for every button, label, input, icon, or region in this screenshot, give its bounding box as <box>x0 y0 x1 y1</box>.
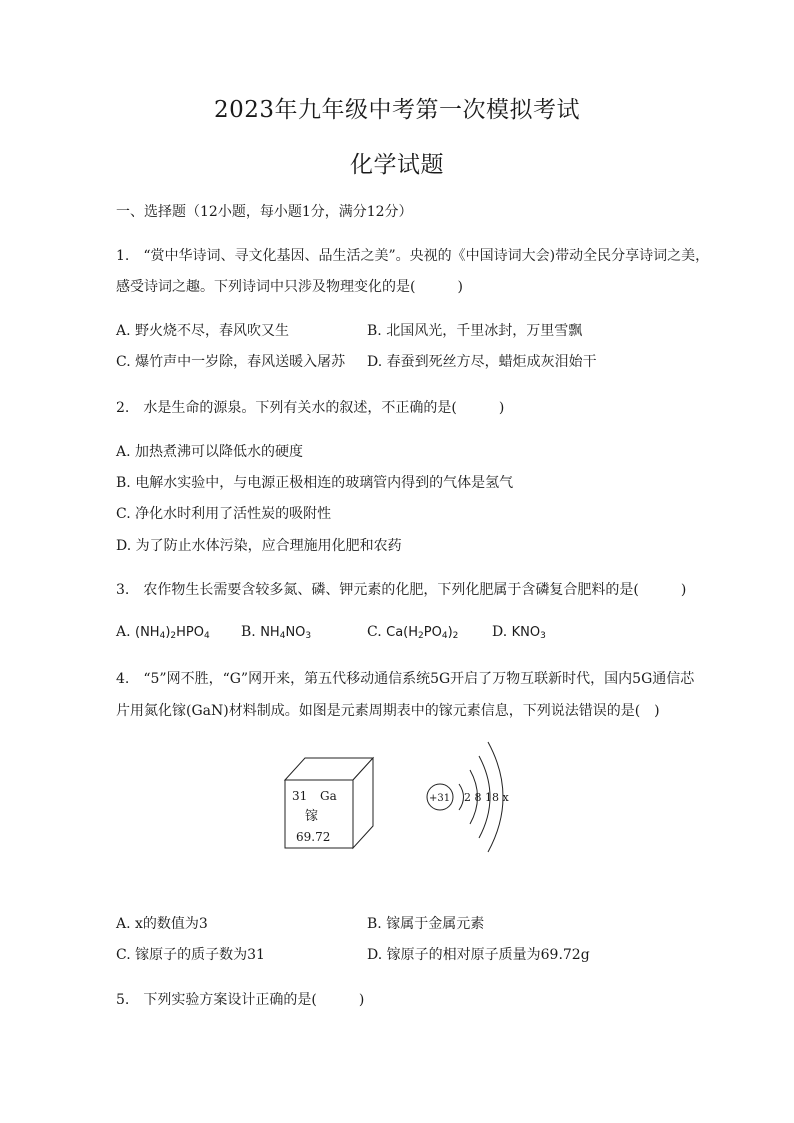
q4-option-d: D. 镓原子的相对原子质量为69.72g <box>367 947 590 963</box>
q2-option-b: B. 电解水实验中，与电源正极相连的玻璃管内得到的气体是氢气 <box>116 475 514 491</box>
atomic-mass: 69.72 <box>296 830 331 844</box>
q2-option-c: C. 净化水时利用了活性炭的吸附性 <box>116 506 332 522</box>
element-symbol: Ga <box>320 789 337 803</box>
q4-stem-line1: 4. “5”网不胜，“G”网开来，第五代移动通信系统5G开启了万物互联新时代，国内5G通信芯 <box>116 671 695 687</box>
q1-option-d: D. 春蚕到死丝方尽，蜡炬成灰泪始干 <box>367 354 597 370</box>
electron-distribution: 2 8 18 x <box>464 791 509 804</box>
exam-title: 2023年九年级中考第一次模拟考试 <box>213 97 581 123</box>
q2-option-d: D. 为了防止水体污染，应合理施用化肥和农药 <box>116 538 402 554</box>
q1-option-c: C. 爆竹声中一岁除，春风送暖入屠苏 <box>116 354 346 370</box>
q3-option-b-formula: $NH_4NO_3$ <box>260 625 312 641</box>
q3-option-a-label: A. <box>116 624 131 640</box>
q4-option-a: A. x的数值为3 <box>116 916 208 932</box>
q1-stem-line2: 感受诗词之趣。下列诗词中只涉及物理变化的是( ) <box>116 279 463 295</box>
q5-stem: 5. 下列实验方案设计正确的是( ) <box>116 992 365 1008</box>
q4-option-c: C. 镓原子的质子数为31 <box>116 947 265 963</box>
exam-subtitle: 化学试题 <box>350 152 444 178</box>
nucleus-charge: +31 <box>429 793 451 804</box>
element-cell <box>285 758 373 848</box>
q3-stem: 3. 农作物生长需要含较多氮、磷、钾元素的化肥，下列化肥属于含磷复合肥料的是( ) <box>116 582 687 598</box>
q1-option-a: A. 野火烧不尽，春风吹又生 <box>116 323 290 339</box>
q3-option-c-label: C. <box>367 624 382 640</box>
q3-option-d-label: D. <box>492 624 508 640</box>
atomic-number: 31 <box>292 789 308 803</box>
q4-option-b: B. 镓属于金属元素 <box>367 916 485 932</box>
electron-shell-arc <box>459 784 464 810</box>
q3-option-a <box>116 624 210 641</box>
q3-option-b <box>241 624 311 641</box>
atom-structure-diagram <box>427 742 509 852</box>
q3-option-d <box>492 624 546 641</box>
q2-option-a: A. 加热煮沸可以降低水的硬度 <box>116 444 304 460</box>
q3-option-c-formula: $Ca(H_2PO_4)_2$ <box>386 625 459 641</box>
q3-option-a-formula: $(NH_4)_2HPO_4$ <box>135 625 210 641</box>
q3-option-b-label: B. <box>241 624 256 640</box>
q3-option-d-formula: $KNO_3$ <box>511 625 546 641</box>
gallium-figure <box>282 734 522 864</box>
section-heading: 一、选择题（12小题，每小题1分，满分12分） <box>116 204 413 220</box>
q1-stem-line1: 1. “赏中华诗词、寻文化基因、品生活之美”。央视的《中国诗词大会)带动全民分享诗词之美， <box>116 248 710 264</box>
q3-option-c <box>367 624 458 641</box>
q4-stem-line2: 片用氮化镓(GaN)材料制成。如图是元素周期表中的镓元素信息，下列说法错误的是( ) <box>116 703 660 719</box>
element-name: 镓 <box>305 809 319 824</box>
q1-option-b: B. 北国风光，千里冰封，万里雪飘 <box>367 323 583 339</box>
q2-stem: 2. 水是生命的源泉。下列有关水的叙述，不正确的是( ) <box>116 400 505 416</box>
